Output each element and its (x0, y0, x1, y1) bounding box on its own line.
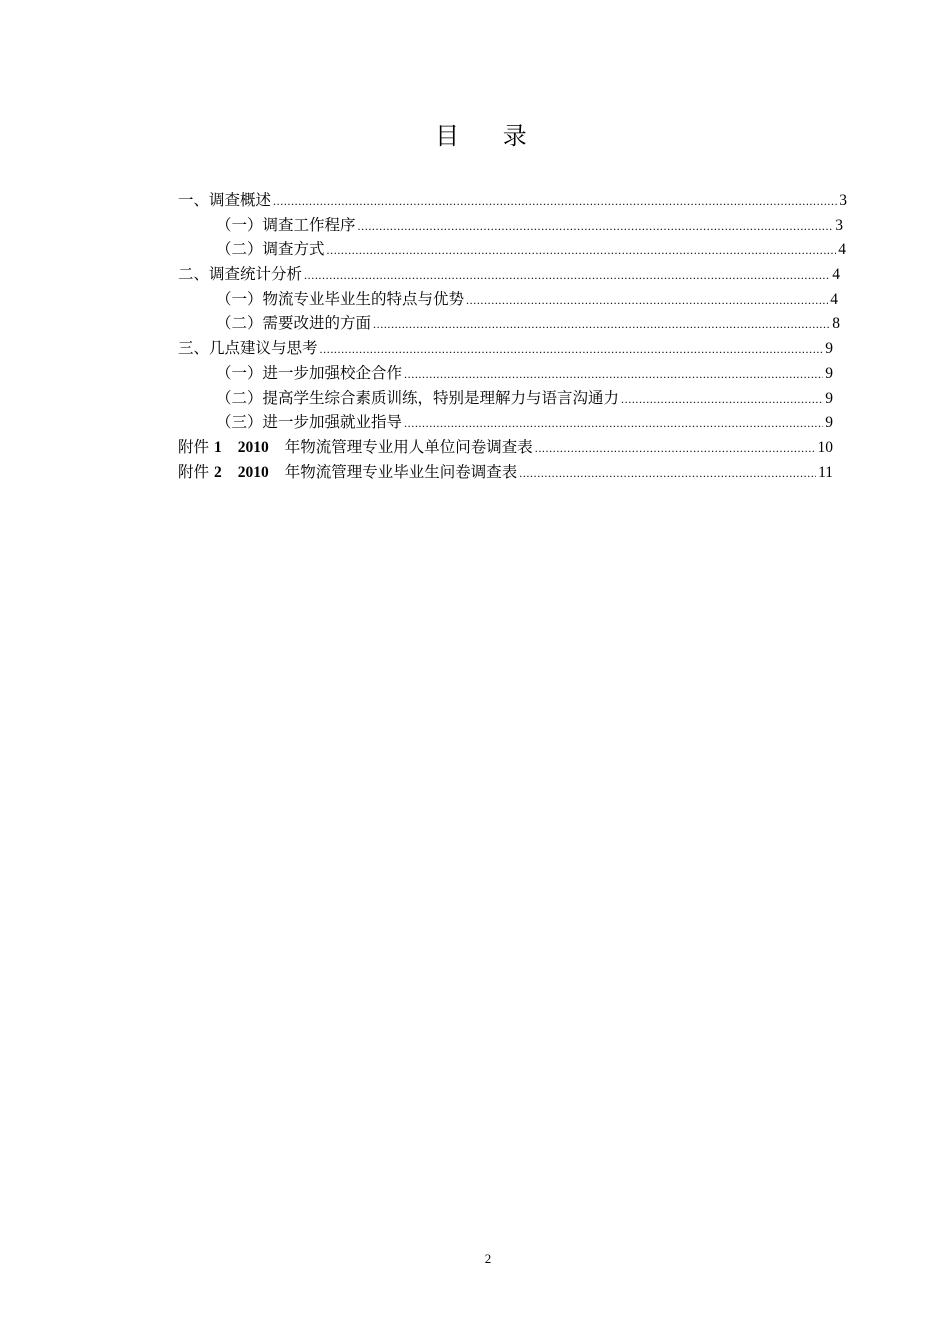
toc-entry-label: （二）需要改进的方面 (216, 314, 372, 333)
toc-entry-label (178, 435, 533, 461)
toc-entry-survey-method[interactable] (178, 237, 846, 262)
toc-leader-dots (304, 263, 830, 288)
toc-entry-label: 二、调查统计分析 (178, 265, 303, 284)
toc-entry-page: 4 (832, 266, 840, 284)
toc-entry-suggestions[interactable] (178, 336, 833, 361)
page-number: 2 (484, 1251, 492, 1266)
toc-leader-dots (358, 214, 834, 239)
toc-entry-label: 一、调查概述 (178, 191, 272, 209)
toc-entry-survey-procedure[interactable] (178, 213, 843, 238)
toc-entry-label (178, 460, 517, 486)
toc-leader-dots (273, 189, 837, 214)
toc-entry-label: （一）物流专业毕业生的特点与优势 (216, 289, 465, 308)
toc-entry-quality-training[interactable] (178, 386, 833, 411)
toc-entry-page: 9 (825, 340, 833, 358)
toc-leader-dots (621, 387, 823, 412)
appendix-number: 1 (213, 438, 222, 456)
toc-leader-dots (535, 436, 816, 461)
toc-entry-page: 9 (825, 414, 833, 432)
appendix-prefix: 附件 (178, 462, 210, 481)
appendix-number: 2 (213, 463, 222, 481)
toc-entry-areas-to-improve[interactable] (178, 311, 840, 336)
toc-entry-page: 9 (825, 389, 833, 407)
appendix-year: 2010 (237, 438, 269, 456)
toc-entry-label: 三、几点建议与思考 (178, 339, 318, 358)
toc-leader-dots (519, 461, 816, 486)
toc-entry-page: 11 (818, 463, 833, 481)
toc-entry-label: （一）进一步加强校企合作 (216, 363, 403, 382)
toc-entry-statistical-analysis[interactable] (178, 262, 840, 287)
toc-entry-page: 10 (817, 438, 833, 456)
toc-entry-page: 4 (830, 290, 838, 308)
toc-leader-dots (373, 312, 830, 337)
toc-entry-page: 8 (832, 315, 840, 333)
toc-leader-dots (404, 411, 823, 436)
toc-entry-employment-guidance[interactable] (178, 410, 833, 435)
toc-entry-label: （二）提高学生综合素质训练，特别是理解力与语言沟通力 (216, 388, 620, 407)
appendix-year: 2010 (237, 463, 269, 481)
toc-entry-appendix-1[interactable] (178, 435, 833, 460)
toc-leader-dots (327, 238, 837, 263)
toc-entry-page: 3 (839, 192, 847, 209)
appendix-title: 年物流管理专业毕业生问卷调查表 (284, 462, 518, 481)
toc-entry-page: 9 (825, 364, 833, 382)
toc-entry-label: （三）进一步加强就业指导 (216, 413, 403, 432)
toc-entry-page: 4 (838, 241, 846, 259)
appendix-title: 年物流管理专业用人单位问卷调查表 (284, 437, 533, 456)
toc-entry-graduate-strengths[interactable] (178, 287, 838, 312)
toc-leader-dots (466, 288, 828, 313)
toc-title: 目 录 (435, 122, 545, 150)
appendix-prefix: 附件 (178, 437, 210, 456)
toc-entry-appendix-2[interactable] (178, 460, 833, 485)
toc-entry-page: 3 (835, 216, 843, 234)
toc-entry-label: （一）调查工作程序 (216, 215, 356, 234)
toc-entry-survey-overview[interactable] (178, 188, 847, 213)
table-of-contents (178, 188, 858, 484)
toc-leader-dots (320, 337, 824, 362)
toc-entry-label: （二）调查方式 (216, 240, 325, 259)
toc-entry-school-enterprise[interactable] (178, 361, 833, 386)
toc-leader-dots (404, 362, 823, 387)
